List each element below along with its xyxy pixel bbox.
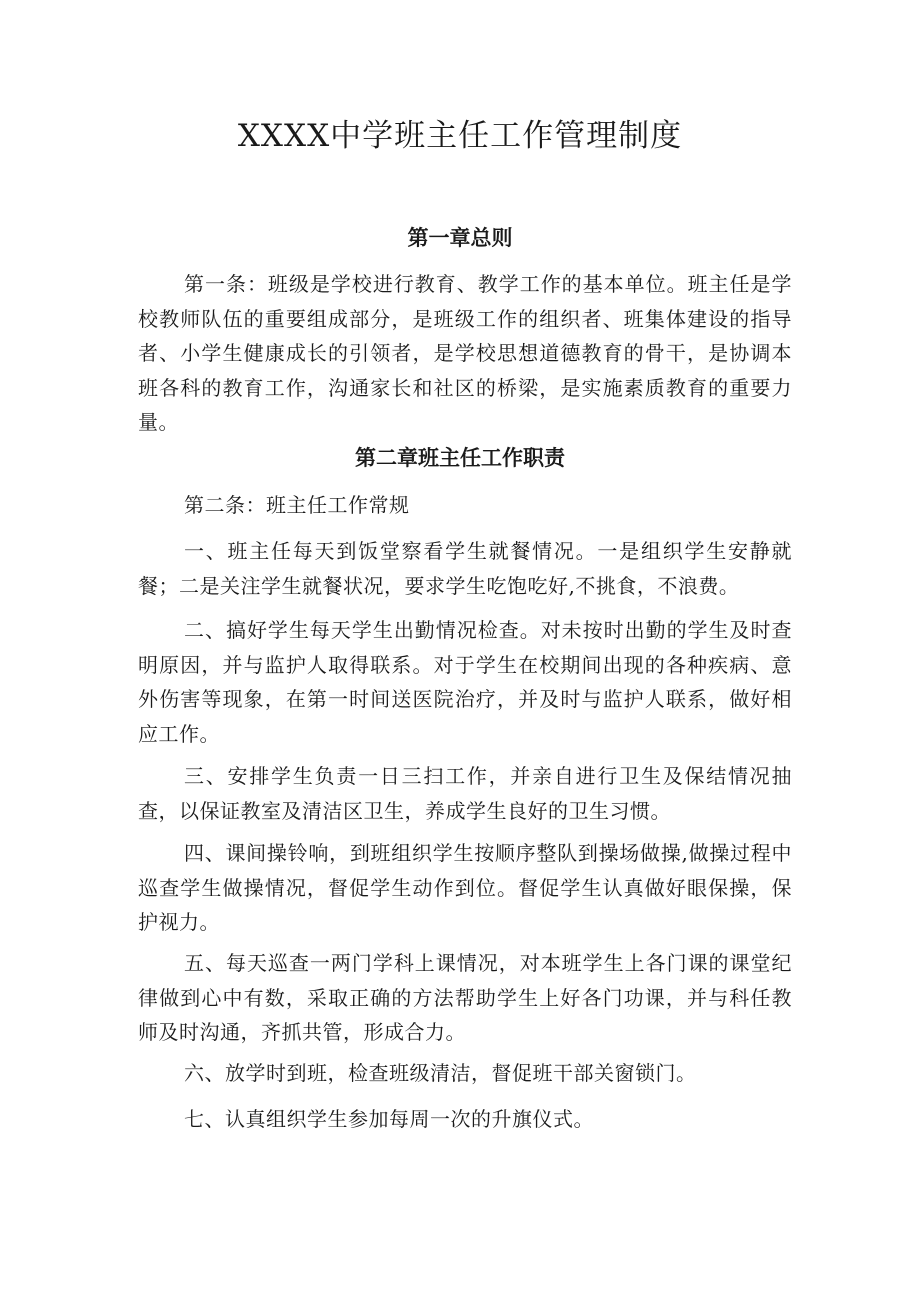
chapter-1-heading: 第一章总则 xyxy=(407,226,513,250)
chapter-2-heading: 第二章班主任工作职责 xyxy=(355,446,565,470)
duty-item-6: 六、放学时到班，检查班级清洁，督促班干部关窗锁门。 xyxy=(184,1061,697,1085)
article-2-paragraph: 第二条：班主任工作常规 xyxy=(184,493,410,517)
duty-item-3: 三、安排学生负责一日三扫工作，并亲自进行卫生及保结情况抽查，以保证教室及清洁区卫生，养成学生良好的卫生习惯。 xyxy=(138,764,792,823)
document-title: XXXX中学班主任工作管理制度 xyxy=(237,118,683,154)
duty-item-4: 四、课间操铃响，到班组织学生按顺序整队到操场做操,做操过程中巡查学生做操情况，督促学生动作到位。督促学生认真做好眼保操，保护视力。 xyxy=(138,841,792,934)
duty-item-5: 五、每天巡查一两门学科上课情况，对本班学生上各门课的课堂纪律做到心中有数，采取正确的方法帮助学生上好各门功课，并与科任教师及时沟通，齐抓共管，形成合力。 xyxy=(138,951,792,1044)
article-1-paragraph: 第一条：班级是学校进行教育、教学工作的基本单位。班主任是学校教师队伍的重要组成部分，是班级工作的组织者、班集体建设的指导者、小学生健康成长的引领者，是学校思想道德教育的骨干，是协调本班各科的教育工作，沟通家长和社区的桥梁，是实施素质教育的重要力量。 xyxy=(138,272,792,434)
duty-item-1: 一、班主任每天到饭堂察看学生就餐情况。一是组织学生安静就餐；二是关注学生就餐状况，要求学生吃饱吃好,不挑食，不浪费。 xyxy=(138,539,792,598)
duty-item-2: 二、搞好学生每天学生出勤情况检查。对未按时出勤的学生及时查明原因，并与监护人取得联系。对于学生在校期间出现的各种疾病、意外伤害等现象，在第一时间送医院治疗，并及时与监护人联系，做好相应工作。 xyxy=(138,618,792,746)
duty-item-7: 七、认真组织学生参加每周一次的升旗仪式。 xyxy=(184,1107,594,1131)
